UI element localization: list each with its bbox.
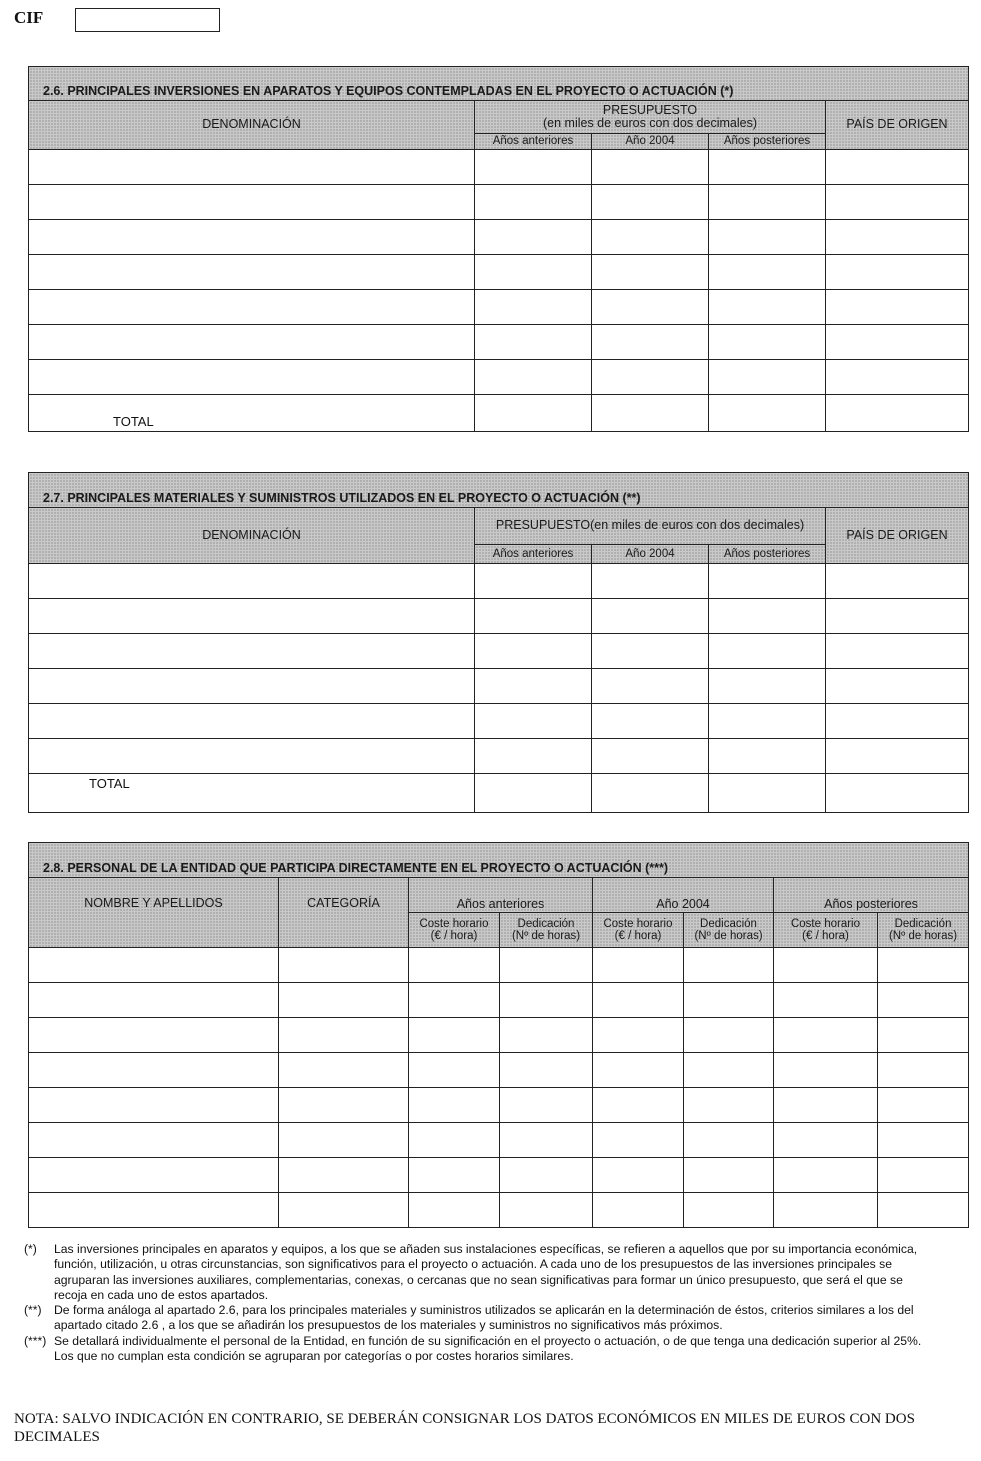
subheader-dedicacion xyxy=(878,913,969,948)
total-label: TOTAL xyxy=(29,395,475,432)
table-row xyxy=(29,1158,969,1193)
cell-dedicacion[interactable] xyxy=(878,1088,969,1123)
cell-anos-posteriores[interactable] xyxy=(709,564,826,599)
cell-ano-2004[interactable] xyxy=(592,634,709,669)
cell-dedicacion[interactable] xyxy=(878,1018,969,1053)
table-row xyxy=(29,150,969,185)
cell-ano-2004[interactable] xyxy=(592,290,709,325)
cell-anos-anteriores[interactable] xyxy=(475,220,592,255)
cell-pais-origen[interactable] xyxy=(826,634,969,669)
table-row xyxy=(29,983,969,1018)
cell-nombre[interactable] xyxy=(29,1193,279,1228)
coste-horario-line2: (€ / hora) xyxy=(802,930,849,942)
cell-dedicacion[interactable] xyxy=(684,1158,774,1193)
group-ano-2004: Año 2004 xyxy=(593,878,774,913)
dedicacion-line1: Dedicación xyxy=(517,917,575,930)
cell-ano-2004[interactable] xyxy=(592,150,709,185)
footnote-text: Se detallará individualmente el personal de la Entidad, en función de su significación en el proyecto o actuación, o de que tenga una dedicación superior al 25%. Los que no cumplan esta condición se agruparan por categorías o por costes horarios similares. xyxy=(54,1333,922,1364)
cell-dedicacion[interactable] xyxy=(684,948,774,983)
cell-dedicacion[interactable] xyxy=(878,1053,969,1088)
table-row xyxy=(29,220,969,255)
table-row xyxy=(29,1053,969,1088)
table-row xyxy=(29,948,969,983)
cell-anos-anteriores[interactable] xyxy=(475,739,592,774)
cell-pais-origen[interactable] xyxy=(826,150,969,185)
cell-denominacion[interactable] xyxy=(29,150,475,185)
cell-dedicacion[interactable] xyxy=(878,983,969,1018)
table-row xyxy=(29,1018,969,1053)
cell-anos-posteriores[interactable] xyxy=(709,739,826,774)
cell-dedicacion[interactable] xyxy=(500,1158,593,1193)
cell-coste[interactable] xyxy=(774,948,878,983)
total-label: TOTAL xyxy=(29,774,475,813)
footnote-text: Las inversiones principales en aparatos y equipos, a los que se añaden sus instalaciones específicas, se refieren a aquellos que por su importancia económica, función, utilización, u otras circunstancias, son significativos para el proyecto o actuación. A cada uno de los presupuestos de las inversiones principales se agruparan las inversiones auxiliares, complementarias, conexas, o cercanas que no sean significativas para formar un único presupuesto, que será el que se recoja en cada uno de estos apartados. xyxy=(54,1242,918,1302)
cell-anos-anteriores[interactable] xyxy=(475,255,592,290)
subheader-ano-2004: Año 2004 xyxy=(592,545,709,564)
cell-denominacion[interactable] xyxy=(29,704,475,739)
cell-pais-origen[interactable] xyxy=(826,220,969,255)
cell-dedicacion[interactable] xyxy=(500,1088,593,1123)
cell-dedicacion[interactable] xyxy=(500,1193,593,1228)
dedicacion-line2: (Nº de horas) xyxy=(694,930,763,942)
cell-anos-posteriores[interactable] xyxy=(709,704,826,739)
subheader-anos-posteriores: Años posteriores xyxy=(709,134,826,150)
total-anos-posteriores[interactable] xyxy=(709,774,826,813)
table-row xyxy=(29,290,969,325)
cell-ano-2004[interactable] xyxy=(592,599,709,634)
cell-denominacion[interactable] xyxy=(29,325,475,360)
cell-coste[interactable] xyxy=(593,1053,684,1088)
cif-label: CIF xyxy=(14,8,44,27)
cell-coste[interactable] xyxy=(774,1018,878,1053)
dedicacion-line2: (Nº de horas) xyxy=(511,930,581,942)
footnote-text: De forma análoga al apartado 2.6, para los principales materiales y suministros utilizados se aplicarán en la determinación de éstos, criterios similares a los del apartado citado 2.6 , a los que se añadirán los presupuestos de los materiales y suministros no significativos más próximos. xyxy=(54,1303,914,1333)
total-pais-origen[interactable] xyxy=(826,395,969,432)
table-row xyxy=(29,599,969,634)
header-pais-origen: PAÍS DE ORIGEN xyxy=(826,101,969,150)
cell-nombre[interactable] xyxy=(29,1088,279,1123)
cell-anos-anteriores[interactable] xyxy=(475,185,592,220)
cell-denominacion[interactable] xyxy=(29,634,475,669)
total-anos-anteriores[interactable] xyxy=(475,774,592,813)
cell-anos-anteriores[interactable] xyxy=(475,564,592,599)
cell-nombre[interactable] xyxy=(29,1053,279,1088)
nota-text: NOTA: SALVO INDICACIÓN EN CONTRARIO, SE DEBERÁN CONSIGNAR LOS DATOS ECONÓMICOS EN MILES DE EUROS CON DOS DECIMALES xyxy=(14,1411,915,1445)
cell-categoria[interactable] xyxy=(279,1123,409,1158)
cell-denominacion[interactable] xyxy=(29,255,475,290)
subheader-anos-posteriores: Años posteriores xyxy=(709,545,826,564)
cell-coste[interactable] xyxy=(409,1123,500,1158)
cell-dedicacion[interactable] xyxy=(500,983,593,1018)
cell-coste[interactable] xyxy=(409,983,500,1018)
cell-anos-anteriores[interactable] xyxy=(475,360,592,395)
cell-pais-origen[interactable] xyxy=(826,360,969,395)
table-row xyxy=(29,1123,969,1158)
subheader-dedicacion xyxy=(684,913,774,948)
cell-coste[interactable] xyxy=(593,1158,684,1193)
cell-categoria[interactable] xyxy=(279,948,409,983)
cell-coste[interactable] xyxy=(409,1018,500,1053)
cell-dedicacion[interactable] xyxy=(684,1088,774,1123)
cell-anos-anteriores[interactable] xyxy=(475,325,592,360)
table-row xyxy=(29,325,969,360)
header-denominacion: DENOMINACIÓN xyxy=(29,508,475,564)
subheader-coste-horario xyxy=(593,913,684,948)
cell-pais-origen[interactable] xyxy=(826,599,969,634)
cell-denominacion[interactable] xyxy=(29,185,475,220)
cell-ano-2004[interactable] xyxy=(592,185,709,220)
cell-ano-2004[interactable] xyxy=(592,739,709,774)
total-anos-anteriores[interactable] xyxy=(475,395,592,432)
cell-ano-2004[interactable] xyxy=(592,704,709,739)
coste-horario-line1: Coste horario xyxy=(790,917,861,930)
subheader-anos-anteriores: Años anteriores xyxy=(475,545,592,564)
cell-anos-anteriores[interactable] xyxy=(475,704,592,739)
cif-input[interactable] xyxy=(75,8,220,32)
cell-anos-anteriores[interactable] xyxy=(475,150,592,185)
cell-coste[interactable] xyxy=(593,948,684,983)
cell-pais-origen[interactable] xyxy=(826,564,969,599)
cell-anos-anteriores[interactable] xyxy=(475,599,592,634)
cell-coste[interactable] xyxy=(409,1088,500,1123)
cell-coste[interactable] xyxy=(774,1088,878,1123)
cell-anos-anteriores[interactable] xyxy=(475,634,592,669)
cell-ano-2004[interactable] xyxy=(592,220,709,255)
cell-coste[interactable] xyxy=(593,1123,684,1158)
cell-dedicacion[interactable] xyxy=(500,948,593,983)
total-pais-origen[interactable] xyxy=(826,774,969,813)
table-row xyxy=(29,564,969,599)
footnote-mark: (*) xyxy=(24,1242,37,1256)
cell-coste[interactable] xyxy=(593,1088,684,1123)
total-row xyxy=(29,774,969,813)
cell-coste[interactable] xyxy=(409,948,500,983)
cell-ano-2004[interactable] xyxy=(592,255,709,290)
subheader-ano-2004: Año 2004 xyxy=(592,134,709,150)
table-row xyxy=(29,704,969,739)
footnote xyxy=(24,1334,929,1365)
header-nombre-apellidos: NOMBRE Y APELLIDOS xyxy=(29,878,279,948)
cell-dedicacion[interactable] xyxy=(500,1053,593,1088)
cell-categoria[interactable] xyxy=(279,1193,409,1228)
coste-horario-line1: Coste horario xyxy=(603,917,673,930)
section-title-2-7: 2.7. PRINCIPALES MATERIALES Y SUMINISTROS UTILIZADOS EN EL PROYECTO O ACTUACIÓN (**) xyxy=(29,473,969,508)
table-row xyxy=(29,1088,969,1123)
cell-denominacion[interactable] xyxy=(29,290,475,325)
cell-anos-posteriores[interactable] xyxy=(709,220,826,255)
cell-denominacion[interactable] xyxy=(29,669,475,704)
cell-dedicacion[interactable] xyxy=(684,983,774,1018)
cell-nombre[interactable] xyxy=(29,983,279,1018)
cell-ano-2004[interactable] xyxy=(592,325,709,360)
coste-horario-line2: (€ / hora) xyxy=(614,930,662,942)
cell-pais-origen[interactable] xyxy=(826,290,969,325)
cell-dedicacion[interactable] xyxy=(878,1158,969,1193)
cell-nombre[interactable] xyxy=(29,1123,279,1158)
section-title-2-8: 2.8. PERSONAL DE LA ENTIDAD QUE PARTICIPA DIRECTAMENTE EN EL PROYECTO O ACTUACIÓN (***) xyxy=(29,843,969,878)
cell-coste[interactable] xyxy=(774,1158,878,1193)
cell-dedicacion[interactable] xyxy=(684,1018,774,1053)
subheader-coste-horario xyxy=(774,913,878,948)
cell-anos-posteriores[interactable] xyxy=(709,360,826,395)
cell-coste[interactable] xyxy=(774,1123,878,1158)
cell-coste[interactable] xyxy=(593,1193,684,1228)
table-row xyxy=(29,634,969,669)
subheader-coste-horario xyxy=(409,913,500,948)
cell-ano-2004[interactable] xyxy=(592,360,709,395)
cell-denominacion[interactable] xyxy=(29,564,475,599)
cell-coste[interactable] xyxy=(409,1053,500,1088)
cell-dedicacion[interactable] xyxy=(500,1018,593,1053)
header-denominacion: DENOMINACIÓN xyxy=(29,101,475,150)
table-row xyxy=(29,255,969,290)
cell-dedicacion[interactable] xyxy=(684,1123,774,1158)
total-row xyxy=(29,395,969,432)
table-row xyxy=(29,1193,969,1228)
cell-dedicacion[interactable] xyxy=(500,1123,593,1158)
dedicacion-line1: Dedicación xyxy=(894,917,952,930)
subheader-anos-anteriores: Años anteriores xyxy=(475,134,592,150)
cell-denominacion[interactable] xyxy=(29,599,475,634)
table-row xyxy=(29,360,969,395)
cell-anos-posteriores[interactable] xyxy=(709,634,826,669)
cell-dedicacion[interactable] xyxy=(878,1193,969,1228)
cell-nombre[interactable] xyxy=(29,1158,279,1193)
group-anos-anteriores: Años anteriores xyxy=(409,878,593,913)
cell-anos-posteriores[interactable] xyxy=(709,290,826,325)
table-row xyxy=(29,669,969,704)
cell-dedicacion[interactable] xyxy=(878,1123,969,1158)
dedicacion-line1: Dedicación xyxy=(700,917,757,930)
cell-categoria[interactable] xyxy=(279,1158,409,1193)
total-ano-2004[interactable] xyxy=(592,395,709,432)
cell-coste[interactable] xyxy=(409,1193,500,1228)
cell-coste[interactable] xyxy=(593,983,684,1018)
cell-denominacion[interactable] xyxy=(29,739,475,774)
cell-pais-origen[interactable] xyxy=(826,255,969,290)
total-ano-2004[interactable] xyxy=(592,774,709,813)
cell-dedicacion[interactable] xyxy=(878,948,969,983)
cell-denominacion[interactable] xyxy=(29,220,475,255)
cell-anos-posteriores[interactable] xyxy=(709,599,826,634)
coste-horario-line1: Coste horario xyxy=(419,917,489,930)
cell-nombre[interactable] xyxy=(29,1018,279,1053)
cell-ano-2004[interactable] xyxy=(592,669,709,704)
cell-denominacion[interactable] xyxy=(29,360,475,395)
cell-pais-origen[interactable] xyxy=(826,185,969,220)
cell-anos-posteriores[interactable] xyxy=(709,325,826,360)
cell-anos-posteriores[interactable] xyxy=(709,150,826,185)
section-title-2-6: 2.6. PRINCIPALES INVERSIONES EN APARATOS Y EQUIPOS CONTEMPLADAS EN EL PROYECTO O ACTUACIÓN (*) xyxy=(29,67,969,101)
cell-coste[interactable] xyxy=(409,1158,500,1193)
cell-anos-posteriores[interactable] xyxy=(709,185,826,220)
cell-coste[interactable] xyxy=(774,1193,878,1228)
cell-pais-origen[interactable] xyxy=(826,669,969,704)
group-anos-posteriores: Años posteriores xyxy=(774,878,969,913)
header-presupuesto-line1: PRESUPUESTO xyxy=(602,102,698,117)
cell-anos-posteriores[interactable] xyxy=(709,255,826,290)
footnote xyxy=(24,1303,929,1334)
cell-anos-posteriores[interactable] xyxy=(709,669,826,704)
header-presupuesto-line2: (en miles de euros con dos decimales) xyxy=(543,116,757,130)
table-2-8 xyxy=(28,842,969,1228)
coste-horario-line2: (€ / hora) xyxy=(430,930,478,942)
cell-categoria[interactable] xyxy=(279,983,409,1018)
cell-ano-2004[interactable] xyxy=(592,564,709,599)
cell-nombre[interactable] xyxy=(29,948,279,983)
cell-coste[interactable] xyxy=(593,1018,684,1053)
cell-categoria[interactable] xyxy=(279,1018,409,1053)
cell-dedicacion[interactable] xyxy=(684,1053,774,1088)
dedicacion-line2: (Nº de horas) xyxy=(888,930,958,942)
subheader-dedicacion xyxy=(500,913,593,948)
header-categoria: CATEGORÍA xyxy=(279,878,409,948)
cell-anos-anteriores[interactable] xyxy=(475,290,592,325)
footnotes xyxy=(24,1242,929,1364)
table-2-6 xyxy=(28,66,969,432)
footnote-mark: (***) xyxy=(24,1333,47,1348)
cell-pais-origen[interactable] xyxy=(826,739,969,774)
header-pais-origen: PAÍS DE ORIGEN xyxy=(826,508,969,564)
cell-categoria[interactable] xyxy=(279,1053,409,1088)
cell-dedicacion[interactable] xyxy=(684,1193,774,1228)
table-row xyxy=(29,185,969,220)
footnote xyxy=(24,1242,929,1303)
table-row xyxy=(29,739,969,774)
cell-coste[interactable] xyxy=(774,1053,878,1088)
cell-categoria[interactable] xyxy=(279,1088,409,1123)
cell-pais-origen[interactable] xyxy=(826,704,969,739)
header-presupuesto: PRESUPUESTO(en miles de euros con dos decimales) xyxy=(475,508,826,545)
cell-coste[interactable] xyxy=(774,983,878,1018)
cell-pais-origen[interactable] xyxy=(826,325,969,360)
footnote-mark: (**) xyxy=(24,1303,42,1318)
total-anos-posteriores[interactable] xyxy=(709,395,826,432)
header-presupuesto xyxy=(475,101,826,134)
table-2-7 xyxy=(28,472,969,813)
cell-anos-anteriores[interactable] xyxy=(475,669,592,704)
